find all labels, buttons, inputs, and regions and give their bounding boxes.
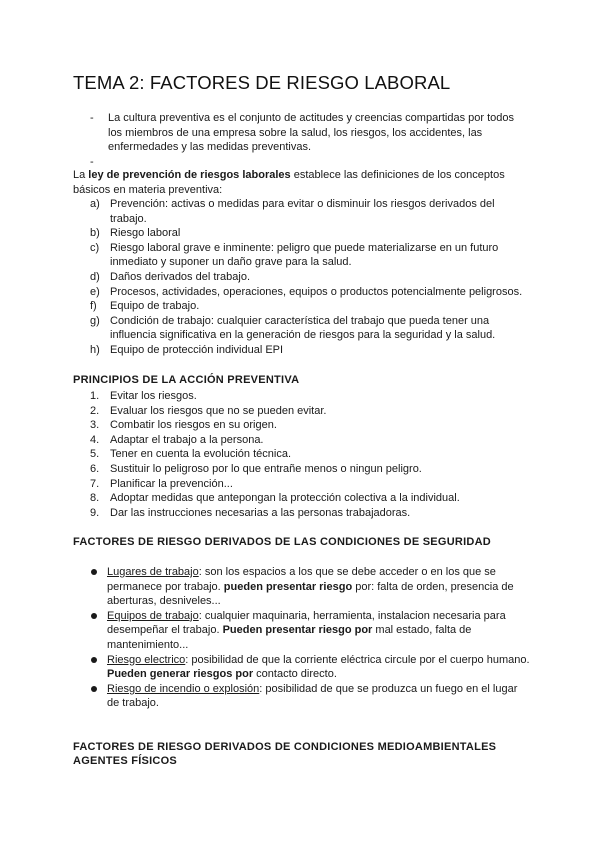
list-item	[90, 565, 530, 609]
list-item-text: Equipo de protección individual EPI	[110, 343, 284, 356]
list-item-text: Tener en cuenta la evolución técnica.	[110, 448, 292, 461]
bullet-icon	[91, 657, 97, 663]
workplaces-causes: por: falta de orden, presencia de aberturas, desniveles...	[107, 580, 514, 608]
preventive-culture-text: La cultura preventiva es el conjunto de actitudes y creencias compartidas por todos los miembros de una empresa sobre la salud, los riesgos, los accidentes, las enfermedades y las medidas preventivas.	[108, 112, 515, 154]
definitions-list	[90, 197, 530, 358]
dash-marker: -	[90, 112, 94, 124]
list-item-text: Adoptar medidas que antepongan la protección colectiva a la individual.	[110, 492, 460, 505]
dash-marker: -	[90, 155, 94, 168]
list-marker: h)	[90, 343, 100, 356]
law-suffix: establece las definiciones de los conceptos básicos en materia preventiva:	[73, 169, 505, 196]
list-item	[90, 197, 530, 226]
electric-risk: Pueden generar riesgos por	[107, 668, 254, 681]
list-marker: f)	[90, 300, 97, 313]
workplaces-term: Lugares de trabajo	[107, 566, 199, 578]
list-marker: 3.	[90, 419, 100, 432]
principles-list	[90, 389, 530, 520]
list-item-text: Planificar la prevención...	[110, 477, 233, 490]
list-item	[90, 270, 530, 285]
list-item	[90, 477, 530, 492]
workplaces-text: : son los espacios a los que se debe acceder o en los que se permanece por trabajo.	[107, 566, 496, 593]
fire-term: Riesgo de incendio o explosión	[107, 682, 260, 695]
list-item	[90, 111, 530, 155]
list-item-text: Prevención: activas o medidas para evitar o disminuir los riesgos derivados del trabajo.	[110, 198, 495, 225]
fire-text: : posibilidad de que se produzca un fuego en el lugar de trabajo.	[107, 682, 518, 710]
list-item-text: Daños derivados del trabajo.	[110, 270, 251, 283]
list-marker: e)	[90, 285, 100, 298]
list-item-text: Adaptar el trabajo a la persona.	[110, 433, 264, 446]
list-item-text: Evitar los riesgos.	[110, 390, 197, 402]
list-item	[90, 433, 530, 448]
list-item	[90, 506, 530, 521]
list-marker: 2.	[90, 404, 100, 417]
list-item-text: Riesgo laboral	[110, 227, 181, 240]
safety-factors-list	[90, 565, 530, 711]
list-item-text: Sustituir lo peligroso por lo que entrañe menos o ningun peligro.	[110, 462, 422, 475]
workplaces-risk: pueden presentar riesgo	[223, 580, 353, 593]
list-item	[90, 343, 530, 358]
list-item	[90, 285, 530, 300]
equipment-term: Equipos de trabajo	[107, 609, 199, 622]
list-marker: 6.	[90, 462, 100, 475]
electric-causes: contacto directo.	[253, 668, 337, 681]
list-item	[90, 226, 530, 241]
list-item	[90, 462, 530, 477]
list-item	[90, 609, 530, 653]
list-marker: 1.	[90, 390, 100, 402]
equipment-text: : cualquier maquinaria, herramienta, instalacion necesaria para desempeñar el trabajo.	[107, 609, 506, 637]
law-paragraph	[73, 168, 533, 197]
bullet-icon	[91, 686, 97, 692]
list-item-text: Equipo de trabajo.	[110, 300, 200, 313]
safety-heading: FACTORES DE RIESGO DERIVADOS DE LAS CONDICIONES DE SEGURIDAD	[73, 536, 491, 548]
list-item-text: Procesos, actividades, operaciones, equipos o productos potencialmente peligrosos.	[110, 285, 523, 298]
list-marker: c)	[90, 241, 100, 254]
list-marker: d)	[90, 270, 100, 283]
list-item	[90, 314, 530, 343]
bullet-icon	[91, 569, 97, 575]
list-marker: 9.	[90, 506, 100, 519]
equipment-risk: Pueden presentar riesgo por	[222, 624, 373, 637]
list-marker: b)	[90, 227, 100, 240]
electric-term: Riesgo electrico	[107, 653, 186, 666]
equipment-causes: mal estado, falta de mantenimiento...	[107, 624, 472, 651]
list-item-text: Condición de trabajo: cualquier característica del trabajo que pueda tener una influencia significativa en la generación de riesgos para la seguridad y la salud.	[110, 314, 496, 342]
list-item	[90, 299, 530, 314]
list-marker: 4.	[90, 433, 100, 446]
list-marker: g)	[90, 314, 100, 327]
intro-list	[90, 111, 530, 169]
list-item	[90, 682, 530, 711]
list-marker: 7.	[90, 477, 100, 490]
law-prefix: La	[73, 169, 89, 181]
list-marker: 8.	[90, 492, 100, 505]
list-item	[90, 653, 530, 682]
list-item	[90, 241, 530, 270]
list-item-text: Dar las instrucciones necesarias a las personas trabajadoras.	[110, 506, 411, 519]
electric-text: : posibilidad de que la corriente eléctrica circule por el cuerpo humano.	[185, 653, 530, 666]
physical-agents-heading: AGENTES FÍSICOS	[73, 755, 177, 767]
list-marker: 5.	[90, 448, 100, 461]
list-item-text: Combatir los riesgos en su origen.	[110, 419, 277, 432]
law-name: ley de prevención de riesgos laborales	[88, 169, 291, 181]
list-item-text: Riesgo laboral grave e inminente: peligro que puede materializarse en un futuro inmediato y suponer un daño grave para la salud.	[110, 241, 499, 269]
list-item-text: Evaluar los riesgos que no se pueden evitar.	[110, 404, 327, 417]
bullet-icon	[91, 613, 97, 619]
list-item	[90, 389, 530, 404]
page-title: TEMA 2: FACTORES DE RIESGO LABORAL	[73, 72, 451, 93]
list-marker: a)	[90, 198, 100, 210]
list-item	[90, 404, 530, 419]
list-item	[90, 491, 530, 506]
principles-heading: PRINCIPIOS DE LA ACCIÓN PREVENTIVA	[73, 374, 300, 386]
list-item	[90, 418, 530, 433]
list-item	[90, 447, 530, 462]
environmental-heading: FACTORES DE RIESGO DERIVADOS DE CONDICIONES MEDIOAMBIENTALES	[73, 741, 497, 753]
